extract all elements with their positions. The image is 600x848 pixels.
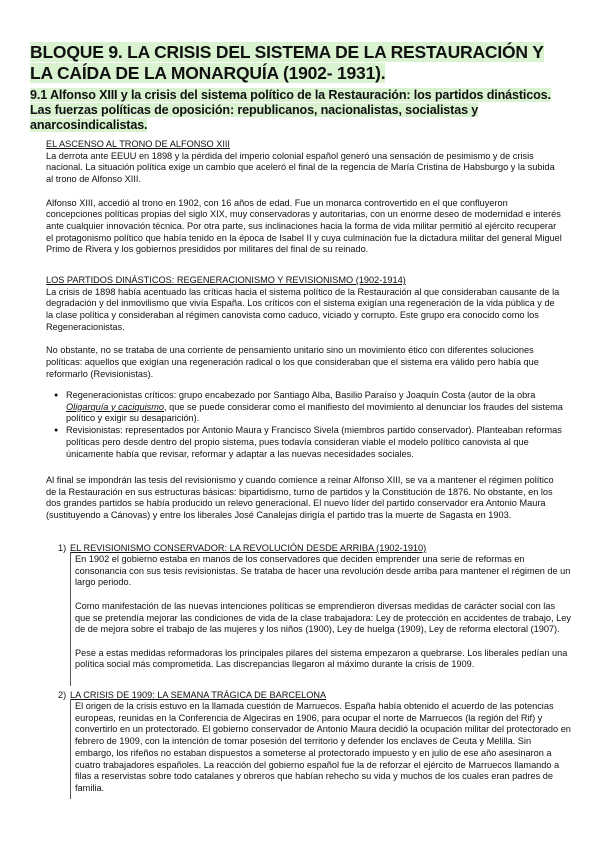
- section-ascenso: [46, 139, 564, 256]
- paragraph: Pese a estas medidas reformadoras los principales pilares del sistema empezaron a quebrarse. Los liberales pedían una política social más comprometida. Las discrepancias llegaron al máximo durante la crisis de 1909.: [75, 647, 568, 670]
- section-heading: LA CRISIS DE 1909: LA SEMANA TRÁGICA DE BARCELONA: [70, 690, 327, 700]
- item-body: [75, 554, 571, 671]
- numbered-item-1: [58, 543, 571, 685]
- item-body: [75, 701, 571, 795]
- item-number: 2): [58, 690, 67, 700]
- book-title: Oligarquía y caciquismo: [66, 401, 165, 412]
- bullet-list: [54, 390, 564, 460]
- paragraph: Como manifestación de las nuevas intenciones políticas se emprendieron diversas medidas de carácter social con las que se pretendía mejorar las condiciones de vida de la clase trabajadora: Ley de protección en accidentes de trabajo, Ley de de mejora sobre el trabajo de las mujeres y los niños (1900), Ley de huelga (1909), Ley de reforma electoral (1907).: [75, 600, 571, 635]
- paragraph: El origen de la crisis estuvo en la llamada cuestión de Marruecos. España había obtenido el acuerdo de las potencias europeas, reunidas en la Conferencia de Algeciras en 1906, para ocupar el norte de Marruecos (la región del Rif) y convertirlo en un protectorado. El gobierno conservador de Antonio Maura decidió la ocupación militar del protectorado en febrero de 1909, con la intención de tomar posesión del territorio y defender los enclaves de Ceuta y Melilla. Sin embargo, los rifeños no estaban dispuestos a someterse al protectorado impuesto y en julio de ese año asesinaron a cuatro trabajadores españoles. La reacción del gobierno español fue la de reforzar el ejército de Marruecos llamando a filas a reservistas sobre todo catalanes y obreros que habían rehecho su vida y muchos de los cuales eran padres de familia.: [75, 701, 571, 793]
- section-heading: LOS PARTIDOS DINÁSTICOS: REGENERACIONISMO Y REVISIONISMO (1902-1914): [46, 275, 406, 285]
- section-conclusion: [46, 475, 564, 522]
- section-partidos: [46, 275, 564, 380]
- item-border: [70, 552, 73, 686]
- section-heading: EL REVISIONISMO CONSERVADOR: LA REVOLUCIÓN DESDE ARRIBA (1902-1910): [70, 543, 427, 553]
- paragraph: La crisis de 1898 había acentuado las críticas hacia el sistema político de la Restauración al que consideraban causante de la degradación y del inmovilismo que vivía España. Los críticos con el sistema exigían una regeneración de la vida pública y de la clase política y consideraban al régimen canovista como caduco, viciado y corrupto. Este grupo era conocido como los Regeneracionistas.: [46, 286, 560, 332]
- section-heading: EL ASCENSO AL TRONO DE ALFONSO XIII: [46, 139, 230, 149]
- numbered-item-2: [58, 690, 571, 798]
- section-subtitle: 9.1 Alfonso XIII y la crisis del sistema político de la Restauración: los partidos dinásticos. Las fuerzas políticas de oposición: republicanos, nacionalistas, socialistas y anarcosindicalistas.: [30, 88, 551, 132]
- list-item: ● Regeneracionistas críticos: grupo encabezado por Santiago Alba, Basilio Paraíso y Joaquín Costa (autor de la obra Oligarquía y caciquismo, que se puede considerar como el manifiesto del movimiento al denunciar los fraudes del sistema político y exigir su desaparición).: [54, 390, 564, 425]
- list-item: ● Revisionistas: representados por Antonio Maura y Francisco Sivela (miembros partido conservador). Planteaban reformas políticas pero desde dentro del propio sistema, pues todavía consideran viable el modelo político canovista al que únicamente había que revisar, reformar y adaptar a las nuevas necesidades sociales.: [54, 425, 564, 460]
- item-border: [70, 699, 73, 799]
- paragraph: No obstante, no se trataba de una corriente de pensamiento unitario sino un movimiento ético con diferentes soluciones políticas: aquellos que exigían una regeneración radical o los que consideraban que el sistema era válido pero había que reformarlo (Revisionistas).: [46, 345, 539, 379]
- paragraph: Al final se impondrán las tesis del revisionismo y cuando comience a reinar Alfonso XIII, se va a mantener el régimen político de la Restauración en sus estructuras básicas: bipartidismo, turno de partidos y la Constitución de 1876. No obstante, en los dos grandes partidos se había producido un relevo generacional. El nuevo líder del partido conservador era Antonio Maura (sustituyendo a Cánovas) y entre los liberales José Canalejas dirigía el partido tras la muerte de Sagasta en 1903.: [46, 475, 554, 521]
- paragraph: La derrota ante EEUU en 1898 y la pérdida del imperio colonial español generó una sensación de pesimismo y de crisis nacional. La situación política exige un cambio que aceleró el final de la regencia de María Cristina de Habsburgo y la subida al trono de Alfonso XIII.: [46, 150, 555, 185]
- document-title: BLOQUE 9. LA CRISIS DEL SISTEMA DE LA RESTAURACIÓN Y LA CAÍDA DE LA MONARQUÍA (1902- 1931).: [30, 42, 544, 83]
- paragraph: En 1902 el gobierno estaba en manos de los conservadores que deciden emprender una serie de reformas en consonancia con sus tesis revisionistas. Se trataba de hacer una revolución desde arriba para mantener el régimen de un largo periodo.: [75, 554, 571, 588]
- item-number: 1): [58, 543, 67, 553]
- paragraph: Alfonso XIII, accedió al trono en 1902, con 16 años de edad. Fue un monarca controvertido en el que confluyeron concepciones políticas propias del siglo XIX, muy conservadoras y autoritarias, con un enorme deseo de modernidad e interés ante cualquier innovación técnica. Por otra parte, sus inclinaciones hacia la forma de vida militar permitió al ejército recuperar el protagonismo político que había tenido en la época de Isabel II y cuya culminación fue la dictadura militar del general Miguel Primo de Rivera y los gobiernos presididos por militares del final de su reinado.: [46, 197, 562, 255]
